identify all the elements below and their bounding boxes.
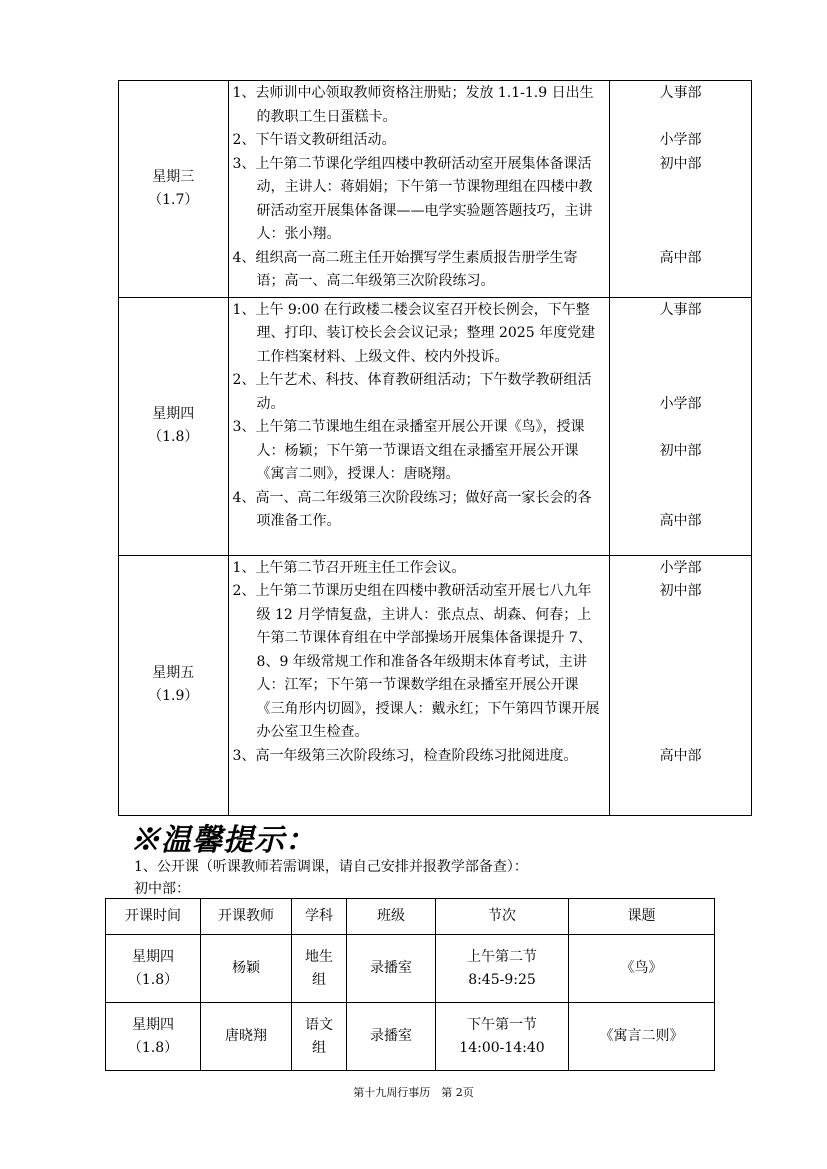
course-topic-cell: 《鸟》 (569, 935, 715, 1003)
list-item: 1、上午 9:00 在行政楼二楼会议室召开校长例会，下午整理、打印、装订校长会会议记录；整理 2025 年度党建工作档案材料、上级文件、校内外投诉。 (232, 301, 596, 365)
department-label: 小学部 (659, 395, 702, 412)
department-cell (610, 81, 752, 298)
course-teacher-cell: 唐晓翔 (201, 1003, 292, 1071)
column-header: 班级 (347, 899, 436, 935)
day-date: （1.8） (148, 429, 199, 445)
list-item: 4、高一、高二年级第三次阶段练习；做好高一家长会的各项准备工作。 (232, 489, 592, 529)
content-cell (228, 297, 610, 555)
schedule-row-thursday (119, 297, 752, 555)
day-date: （1.9） (148, 688, 199, 704)
list-item: 2、上午第二节课历史组在四楼中教研活动室开展七八九年级 12 月学情复盘，主讲人：张点点、胡森、何春；上午第二节课体育组在中学部操场开展集体备课提升 7、8、9 年级常规工作和准备各年级期末体育考试，主讲人：江军；下午第一节课数学组在录播室开展公开课《三角形内切圆》，授课人：戴永红；下午第四节课开展办公室卫生检查。 (232, 583, 600, 740)
list-item: 1、上午第二节召开班主任工作会议。 (232, 559, 466, 576)
department-label: 人事部 (659, 85, 702, 101)
table-header-row (106, 899, 715, 935)
department-label: 小学部 (659, 132, 702, 148)
schedule-row-friday (119, 555, 752, 815)
department-label: 人事部 (659, 301, 702, 318)
department-label: 初中部 (659, 583, 702, 599)
content-cell (228, 81, 610, 298)
list-item: 1、去师训中心领取教师资格注册贴；发放 1.1-1.9 日出生的教职工生日蛋糕卡。 (232, 85, 594, 125)
course-room-cell: 录播室 (347, 935, 436, 1003)
column-header: 课题 (569, 899, 715, 935)
department-label: 高中部 (659, 513, 702, 529)
schedule-row-wednesday (119, 81, 752, 298)
department-label: 高中部 (659, 747, 702, 764)
course-period-cell: 上午第二节 8:45-9:25 (436, 935, 569, 1003)
day-cell (119, 555, 229, 815)
open-class-note: 1、公开课（听课教师若需调课，请自己安排并报教学部备查）： (134, 859, 528, 875)
weekly-schedule-table (118, 80, 752, 816)
department-label: 初中部 (659, 442, 702, 459)
day-cell (119, 81, 229, 298)
list-item: 2、上午艺术、科技、体育教研组活动；下午数学教研组活动。 (232, 372, 592, 412)
open-class-table (105, 898, 715, 1071)
list-item: 2、下午语文教研组活动。 (232, 132, 396, 148)
department-subheading: 初中部： (134, 881, 190, 897)
department-cell (610, 555, 752, 815)
course-time-cell: 星期四 （1.8） (106, 935, 201, 1003)
list-item: 4、组织高一高二班主任开始撰写学生素质报告册学生寄语；高一、高二年级第三次阶段练习。 (232, 249, 578, 289)
column-header: 学科 (292, 899, 347, 935)
course-topic-cell: 《寓言二则》 (569, 1003, 715, 1071)
day-label: 星期三 (152, 168, 195, 185)
course-time-cell: 星期四 （1.8） (106, 1003, 201, 1071)
table-row (106, 935, 715, 1003)
day-label: 星期四 (152, 406, 195, 422)
day-label: 星期五 (152, 665, 195, 681)
list-item: 3、上午第二节课地生组在录播室开展公开课《鸟》，授课人：杨颖；下午第一节课语文组在录播室开展公开课《寓言二则》，授课人：唐晓翔。 (232, 419, 585, 482)
table-row (106, 1003, 715, 1071)
tips-title: ※温馨提示： (130, 823, 316, 858)
page-footer: 第十九周行事历 第 2页 (353, 1086, 474, 1099)
day-cell (119, 297, 229, 555)
list-item: 3、高一年级第三次阶段练习，检查阶段练习批阅进度。 (232, 747, 578, 764)
course-subject-cell: 地生 组 (292, 935, 347, 1003)
department-label: 高中部 (659, 249, 702, 266)
content-cell (228, 555, 610, 815)
column-header: 开课时间 (106, 899, 201, 935)
course-period-cell: 下午第一节 14:00-14:40 (436, 1003, 569, 1071)
course-subject-cell: 语文 组 (292, 1003, 347, 1071)
list-item: 3、上午第二节课化学组四楼中教研活动室开展集体备课活动，主讲人：蒋娟娟；下午第一节课物理组在四楼中教研活动室开展集体备课——电学实验题答题技巧，主讲人：张小翔。 (232, 155, 593, 242)
course-teacher-cell: 杨颖 (201, 935, 292, 1003)
column-header: 开课教师 (201, 899, 292, 935)
department-label: 小学部 (659, 559, 702, 576)
day-date: （1.7） (148, 191, 199, 208)
column-header: 节次 (436, 899, 569, 935)
department-cell (610, 297, 752, 555)
department-label: 初中部 (659, 155, 702, 172)
course-room-cell: 录播室 (347, 1003, 436, 1071)
